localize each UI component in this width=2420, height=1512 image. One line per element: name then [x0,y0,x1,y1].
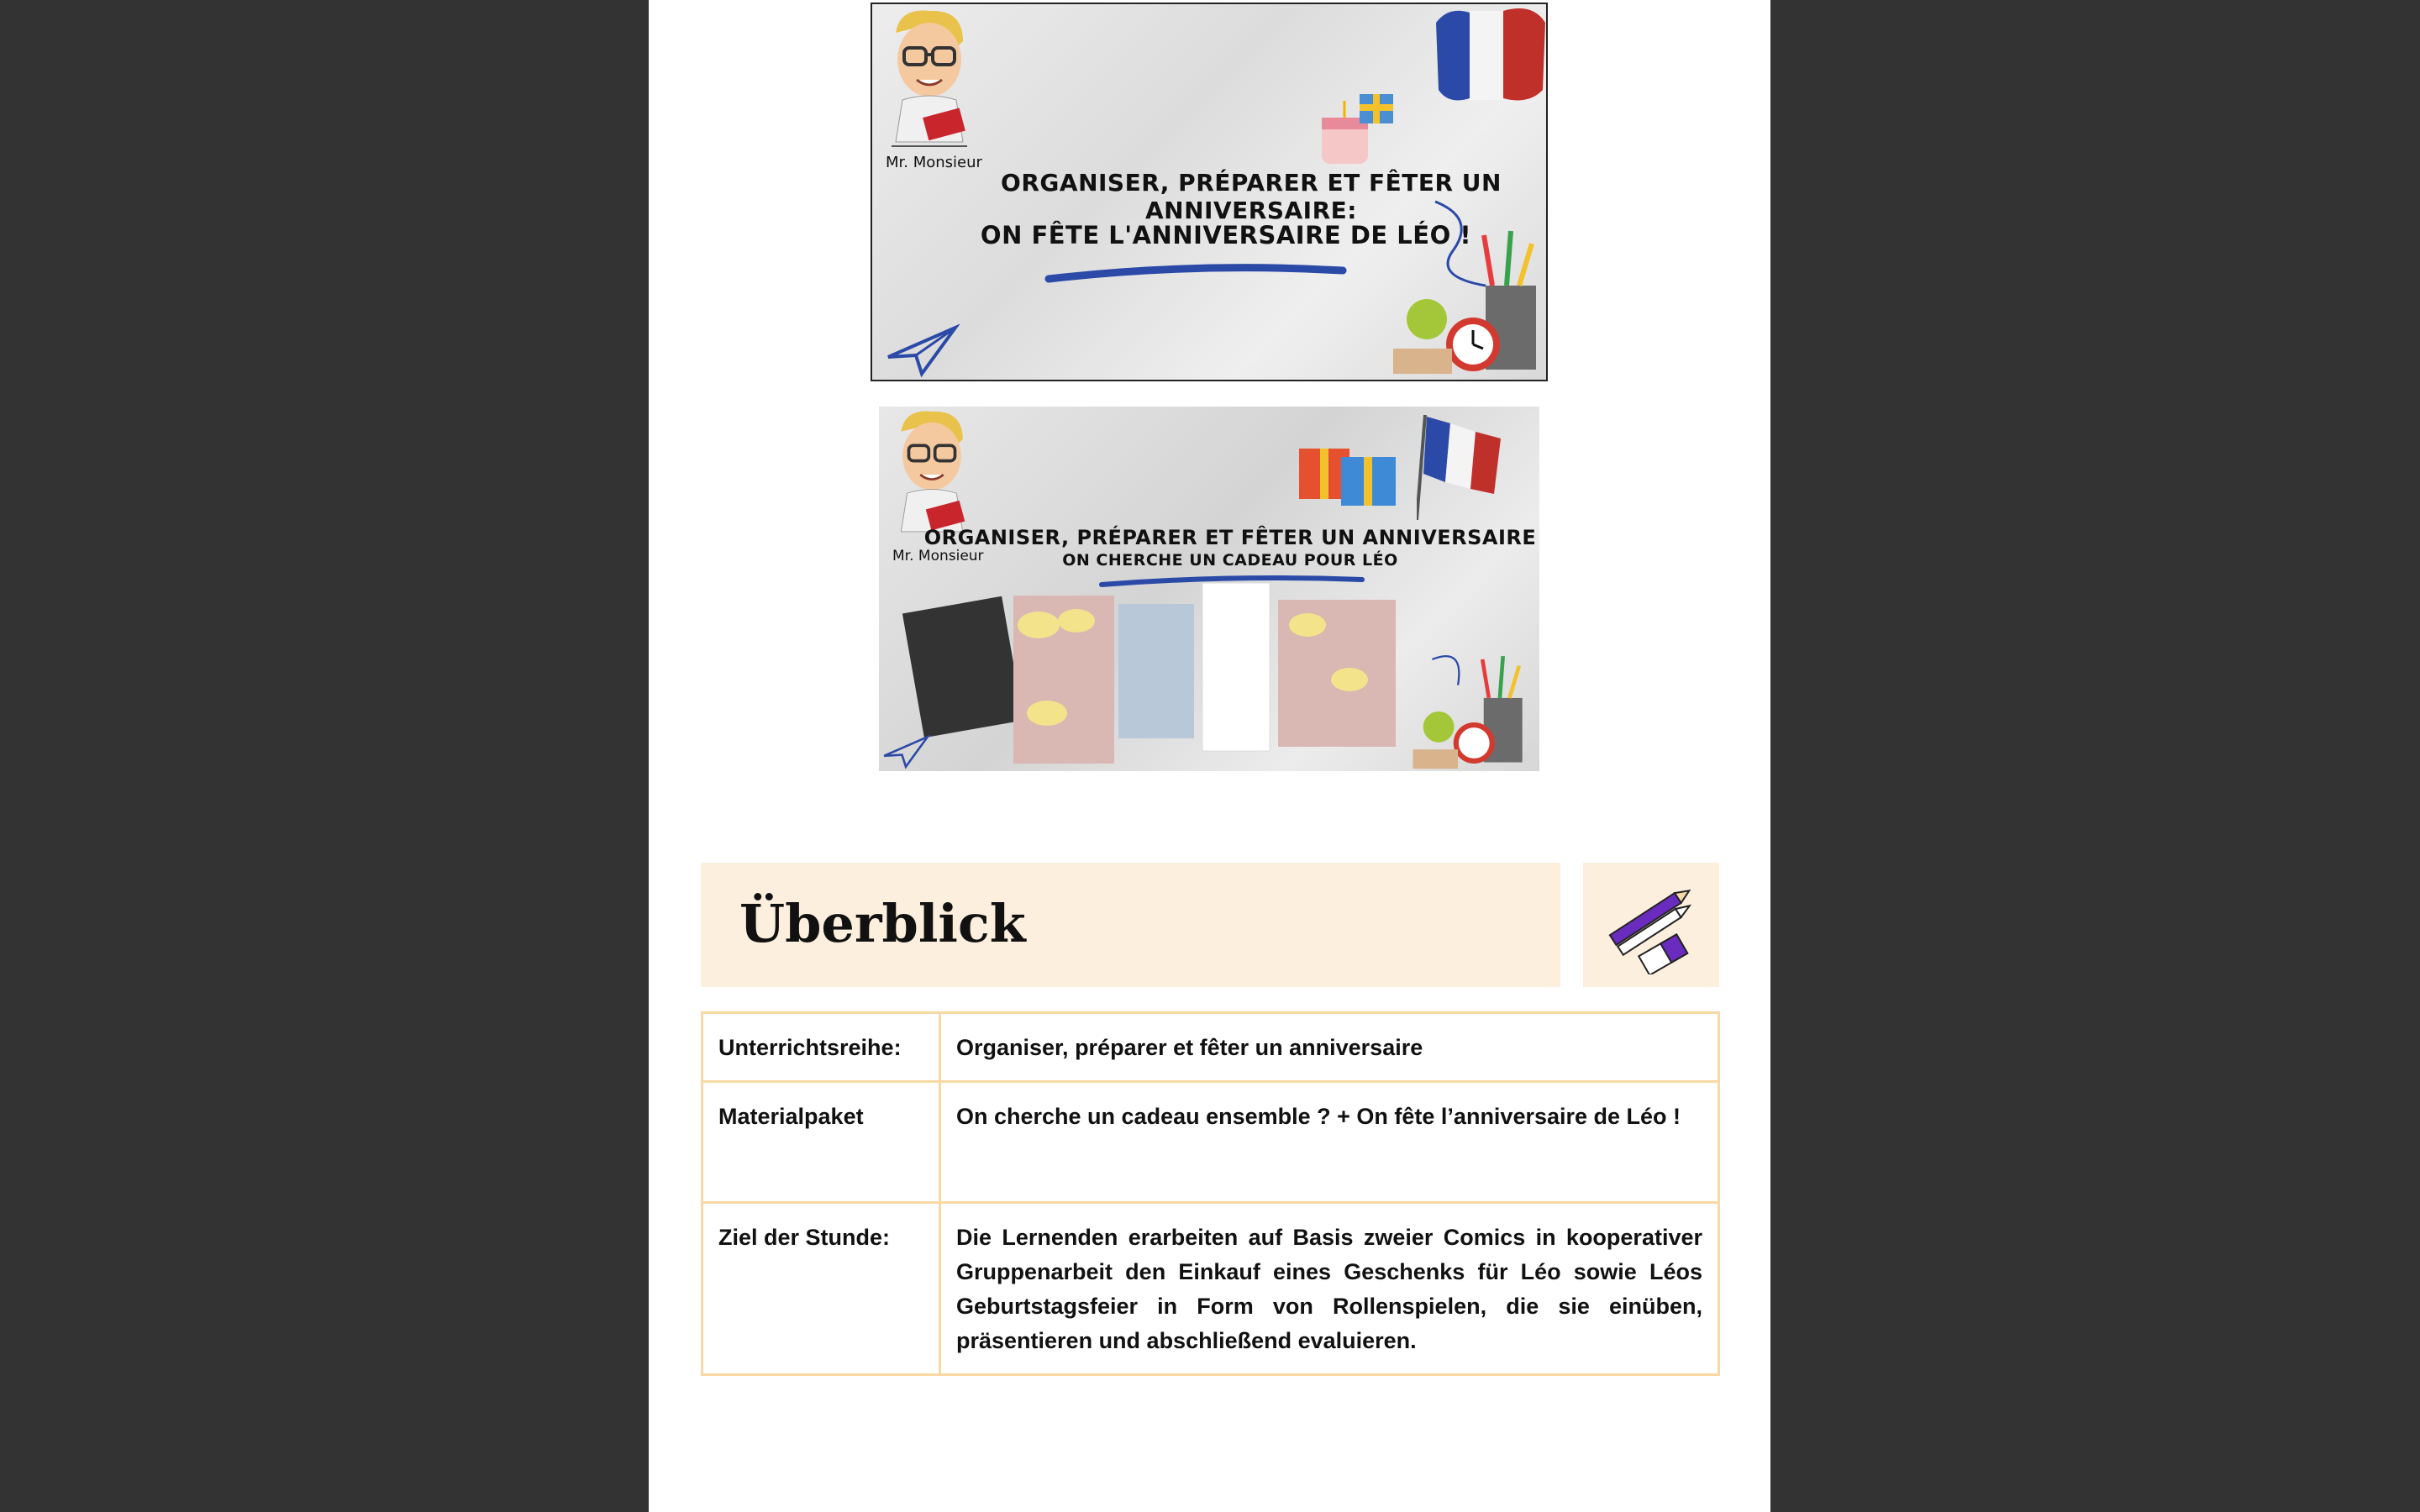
french-flag-icon [1417,407,1509,520]
row-value: Die Lernenden erarbeiten auf Basis zweier Comics in kooperativer Gruppenarbeit den Einkauf eines Geschenks für Léo sowie Léos Geburtstagsfeier in Form von Rollenspielen, die sie einüben, präsentieren und abschließend evaluieren. [940,1203,1719,1375]
avatar-illustration [886,407,978,545]
overview-icon-box [1583,863,1719,987]
banner2-subtitle: ON CHERCHE UN CADEAU POUR LÉO [1062,551,1398,570]
banner2-title: ORGANISER, PRÉPARER ET FÊTER UN ANNIVERSAIRE [923,526,1537,549]
banner1-title: ORGANISER, PRÉPARER ET FÊTER UN ANNIVERSAIRE: [1001,169,1502,224]
row-value: Organiser, préparer et fêter un anniversaire [940,1013,1719,1082]
paper-plane-icon [884,323,960,378]
row-label: Unterrichtsreihe: [702,1013,940,1082]
banner1-subtitle: ON FÊTE L'ANNIVERSAIRE DE LÉO ! [980,221,1472,249]
paper-plane-icon [881,734,931,769]
table-row [702,1013,1719,1082]
school-supplies-illustration [1385,185,1548,381]
table-row [702,1082,1719,1203]
author-caption: Mr. Monsieur [892,548,984,564]
page-title: Überblick [739,893,1026,954]
row-label: Ziel der Stunde: [702,1203,940,1375]
worksheet-collage-illustration [896,579,1408,771]
cover-banner-birthday [871,3,1548,381]
french-flag-icon [1432,6,1548,107]
lesson-info-table [701,1011,1720,1376]
pencil-eraser-icon [1602,878,1702,974]
avatar-illustration [879,8,980,155]
document-page [649,0,1770,1512]
blue-brush-stroke [1044,260,1347,286]
birthday-cake-icon [1313,84,1406,176]
cover-banner-gift [879,407,1539,771]
table-row [702,1203,1719,1375]
gift-icon [1295,428,1404,507]
row-label: Materialpaket [702,1082,940,1203]
overview-header [701,863,1560,987]
author-caption: Mr. Monsieur [886,154,982,171]
row-value: On cherche un cadeau ensemble ? + On fête l’anniversaire de Léo ! [940,1082,1719,1203]
school-supplies-illustration [1400,621,1539,771]
